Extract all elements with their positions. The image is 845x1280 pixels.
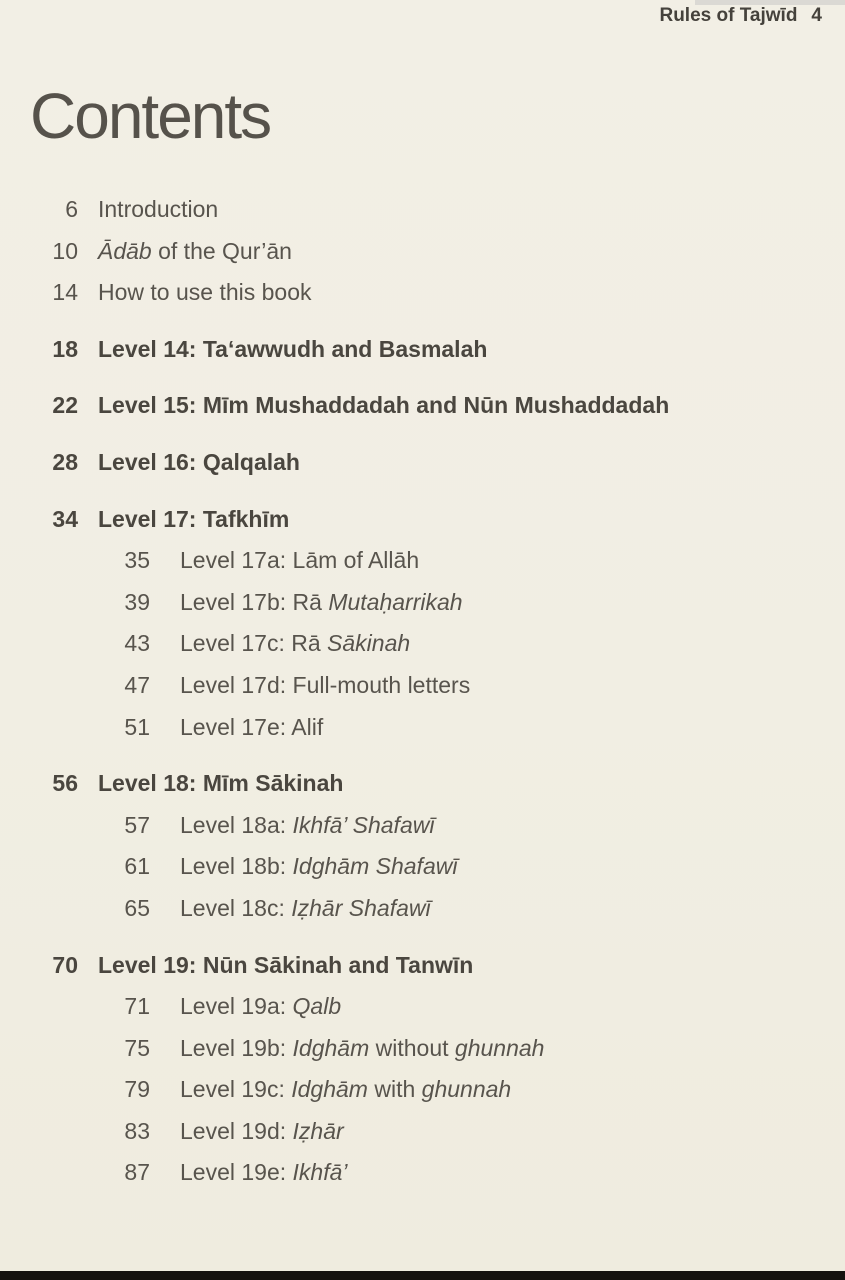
toc-page-number: 43 [124,630,150,657]
toc-entry [0,540,845,582]
toc-entry-label: Level 17c: Rā Sākinah [180,630,411,657]
toc-entry [0,442,845,484]
toc-page-number: 14 [52,279,78,306]
page-number: 4 [811,5,822,26]
toc-entry-label: Level 18: Mīm Sākinah [98,770,344,797]
toc-entry-label: Level 17b: Rā Mutaḥarrikah [180,588,463,615]
toc-entry [0,846,845,888]
running-header-title: Rules of Tajwīd [659,5,798,26]
page-title: Contents [30,80,271,152]
toc-page-number: 51 [124,713,150,740]
toc-entry-label: Level 18b: Idghām Shafawī [180,853,458,880]
toc-entry-label: Introduction [98,196,219,222]
toc-entry [0,945,845,987]
toc-entry [0,986,845,1028]
toc-page-number: 18 [52,335,78,362]
toc-entry-label: Level 15: Mīm Mushaddadah and Nūn Mushaddadah [98,392,670,419]
toc-page-number: 6 [65,196,78,222]
toc-entry [0,1152,845,1194]
toc-entry-label: How to use this book [98,279,312,306]
toc-entry-label: Level 19: Nūn Sākinah and Tanwīn [98,951,474,978]
toc-page-number: 71 [124,993,150,1020]
toc-entry-label: Level 17d: Full-mouth letters [180,671,471,698]
toc-entry [0,1069,845,1111]
toc-page-number: 47 [124,671,150,698]
toc-entry [0,329,845,371]
toc-entry [0,1028,845,1070]
toc-entry [0,888,845,930]
toc-entry-label: Level 19a: Qalb [180,993,342,1020]
toc-entry-label: Level 17a: Lām of Allāh [180,547,420,574]
toc-entry [0,763,845,805]
scan-edge-bar [0,1271,845,1280]
toc-entry [0,385,845,427]
toc-page-number: 70 [52,951,78,978]
toc-page-number: 22 [52,392,78,419]
toc-entry-label: Level 19d: Iẓhār [180,1117,344,1144]
toc-entry [0,623,845,665]
toc-entry [0,272,845,314]
toc-entry [0,665,845,707]
toc-page-number: 57 [124,811,150,838]
toc-entry-label: Level 19b: Idghām without ghunnah [180,1034,545,1061]
toc-entry-label: Level 17: Tafkhīm [98,505,290,532]
toc-page-number: 61 [124,853,150,880]
toc-page-number: 87 [124,1159,150,1186]
toc-entry-label: Level 19e: Ikhfā’ [180,1159,348,1186]
toc-entry-label: Level 16: Qalqalah [98,448,300,475]
toc-entry-label: Level 18c: Iẓhār Shafawī [180,894,431,921]
toc-page-number: 79 [124,1076,150,1103]
toc-entry-label: Level 18a: Ikhfā’ Shafawī [180,811,435,838]
toc-page-number: 75 [124,1034,150,1061]
toc-entry [0,582,845,624]
toc-page-number: 35 [124,547,150,574]
toc-entry-label: Ādāb of the Qur’ān [98,237,292,264]
toc-page-number: 34 [52,505,78,532]
table-of-contents [0,189,845,1194]
toc-entry [0,499,845,541]
toc-page-number: 83 [124,1117,150,1144]
toc-page-number: 28 [52,448,78,475]
toc-entry [0,231,845,273]
toc-entry [0,1111,845,1153]
toc-entry-label: Level 14: Ta‘awwudh and Basmalah [98,335,488,362]
running-header [659,5,822,27]
toc-page-number: 56 [52,770,78,797]
toc-entry-label: Level 17e: Alif [180,713,324,740]
toc-entry [0,805,845,847]
toc-page-number: 39 [124,588,150,615]
toc-entry [0,189,845,231]
toc-entry [0,707,845,749]
toc-page-number: 10 [52,237,78,264]
toc-entry-label: Level 19c: Idghām with ghunnah [180,1076,512,1103]
toc-page-number: 65 [124,894,150,921]
